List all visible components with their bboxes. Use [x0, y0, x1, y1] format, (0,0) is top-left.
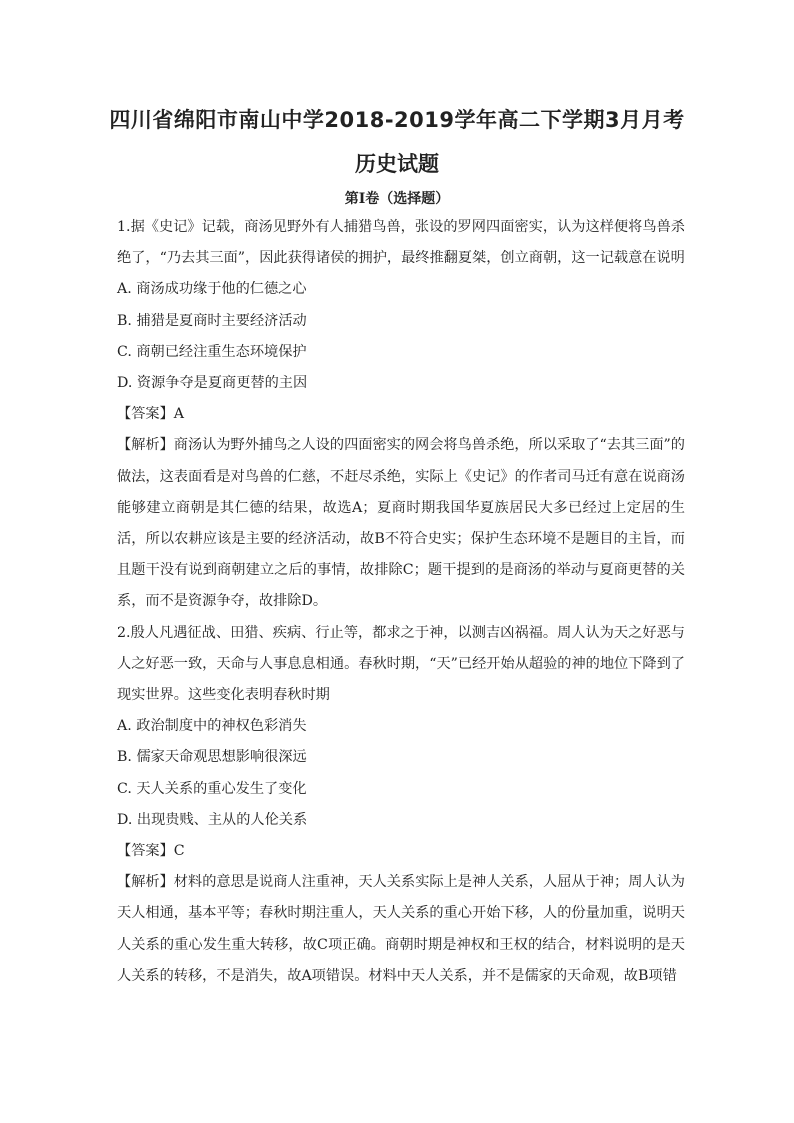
- option-a: A. 商汤成功缘于他的仁德之心: [117, 281, 307, 298]
- question-stem: 2.殷人凡遇征战、田猎、疾病、行止等，都求之于神，以测吉凶祸福。周人认为天之好恶与人之好恶一致，天命与人事息息相通。春秋时期，“天”已经开始从超验的神的地位下降到了现实世界。这些变化表明春秋时期: [117, 624, 685, 704]
- answer-label: 【答案】A: [117, 406, 184, 423]
- option-c: C. 天人关系的重心发生了变化: [117, 780, 307, 797]
- question-stem: 1.据《史记》记载，商汤见野外有人捕猎鸟兽，张设的罗网四面密实，认为这样便将鸟兽杀绝了，“乃去其三面”，因此获得诸侯的拥护，最终推翻夏桀，创立商朝，这一记载意在说明: [117, 219, 685, 267]
- analysis-text: 【解析】商汤认为野外捕鸟之人设的四面密实的网会将鸟兽杀绝，所以采取了“去其三面”的做法，这表面看是对鸟兽的仁慈，不赶尽杀绝，实际上《史记》的作者司马迁有意在说商汤能够建立商朝是其仁德的结果，故选A；夏商时期我国华夏族居民大多已经过上定居的生活，所以农耕应该是主要的经济活动，故B不符合史实；保护生态环境不是题目的主旨，而且题干没有说到商朝建立之后的事情，故排除C；题干提到的是商汤的举动与夏商更替的关系，而不是资源争夺，故排除D。: [117, 437, 685, 610]
- option-c: C. 商朝已经注重生态环境保护: [117, 343, 307, 360]
- option-d: D. 资源争夺是夏商更替的主因: [117, 375, 308, 392]
- question-1: [117, 212, 685, 618]
- document-subtitle: 历史试题: [355, 152, 439, 176]
- document-body: [117, 212, 685, 992]
- option-d: D. 出现贵贱、主从的人伦关系: [117, 811, 308, 828]
- option-b: B. 捕猎是夏商时主要经济活动: [117, 312, 307, 329]
- option-b: B. 儒家天命观思想影响很深远: [117, 749, 307, 766]
- section-heading: 第I卷（选择题）: [344, 191, 450, 207]
- analysis-text: 【解析】材料的意思是说商人注重神，天人关系实际上是神人关系，人屈从于神；周人认为天人相通，基本平等；春秋时期注重人，天人关系的重心开始下移，人的份量加重，说明天人关系的重心发生重大转移，故C项正确。商朝时期是神权和王权的结合，材料说明的是天人关系的转移，不是消失，故A项错误。材料中天人关系，并不是儒家的天命观，故B项错: [117, 874, 685, 984]
- document-title: 四川省绵阳市南山中学2018-2019学年高二下学期3月月考: [109, 108, 685, 132]
- option-a: A. 政治制度中的神权色彩消失: [117, 718, 307, 735]
- question-2: [117, 618, 685, 992]
- answer-label: 【答案】C: [117, 843, 185, 860]
